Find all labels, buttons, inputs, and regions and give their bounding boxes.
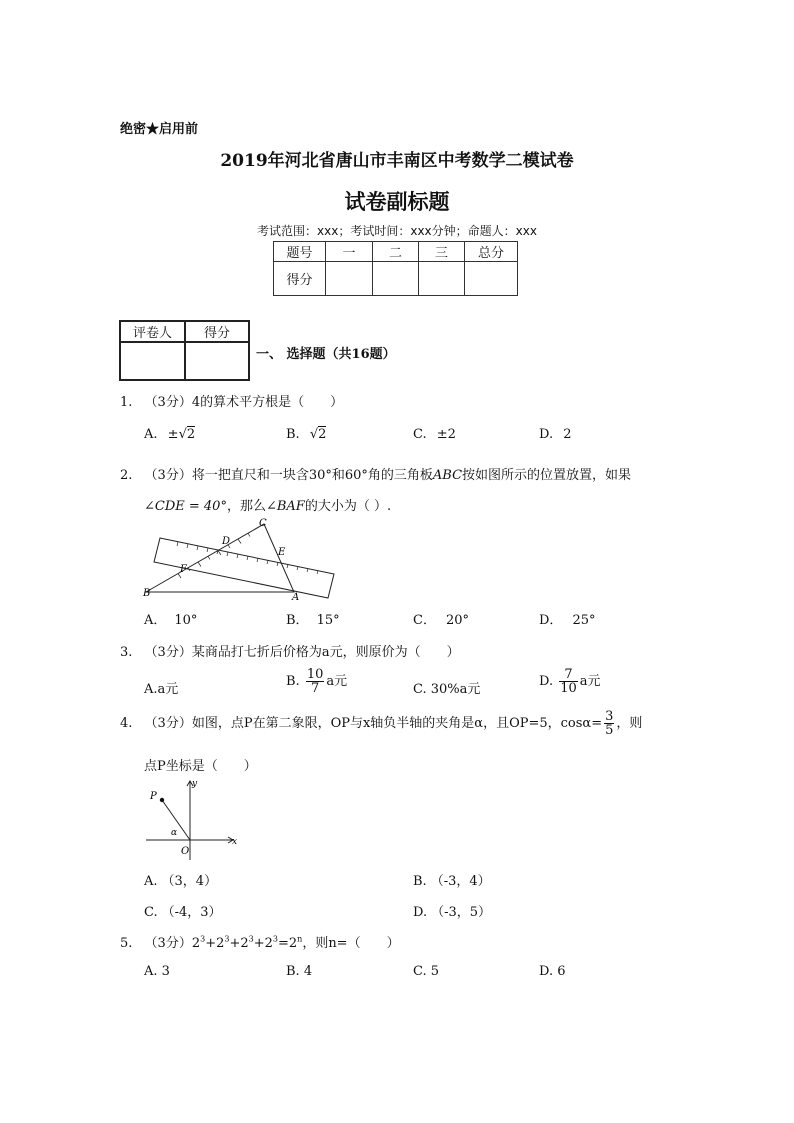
question-4-line2	[144, 755, 257, 774]
grader-score-header: 得分	[185, 321, 249, 342]
q3-option-c	[413, 678, 480, 697]
cos-fraction	[604, 710, 614, 737]
option-label: A.	[144, 682, 158, 697]
grader-header: 评卷人	[120, 321, 185, 342]
radicand: 2	[318, 427, 327, 442]
sqrt-symbol: √	[178, 427, 187, 442]
option-value: a元	[157, 682, 179, 697]
ruler-ticks	[177, 542, 318, 574]
option-value: （-3，4）	[430, 874, 491, 889]
label-a: A	[292, 592, 300, 602]
grader-table	[119, 320, 250, 381]
label-p: P	[150, 791, 157, 802]
option-label: B.	[286, 674, 300, 689]
q5-option-c	[413, 964, 439, 979]
denominator: 10	[560, 681, 577, 696]
option-label: A.	[144, 427, 158, 442]
option-label: D.	[539, 964, 554, 979]
option-value: a元	[579, 674, 601, 689]
option-label: D.	[539, 674, 554, 689]
option-label: C.	[413, 682, 427, 697]
question-number: 4.	[120, 716, 133, 731]
option-label: C.	[413, 964, 427, 979]
label-alpha: α	[171, 828, 178, 838]
option-label: C.	[413, 427, 427, 442]
option-label: D.	[413, 905, 428, 920]
question-number: 5.	[120, 936, 133, 951]
numerator: 7	[559, 668, 578, 682]
question-number: 1.	[120, 395, 133, 410]
option-label: B.	[286, 964, 300, 979]
option-value: （3，4）	[161, 874, 218, 889]
q4-option-d	[413, 901, 491, 920]
denominator: 7	[310, 681, 320, 696]
q3-option-b	[286, 668, 347, 695]
fraction	[559, 668, 578, 695]
section-heading: 一、 选择题（共16题）	[256, 347, 396, 362]
option-label: B．	[286, 613, 309, 628]
option-label: A.	[144, 964, 158, 979]
option-label: C．	[413, 613, 436, 628]
question-5	[120, 932, 400, 951]
point-p	[160, 798, 164, 802]
option-value: 15°	[316, 613, 340, 628]
score-header-total: 总分	[465, 242, 518, 262]
sqrt-symbol: √	[309, 427, 319, 442]
option-value: 4	[303, 964, 313, 979]
question-4	[120, 710, 642, 737]
numerator: 3	[605, 709, 614, 724]
question-text: （3分）4的算术平方根是（ ）	[144, 395, 344, 410]
q1-option-b	[286, 427, 326, 442]
score-table	[273, 241, 518, 296]
q2-option-a	[144, 609, 197, 628]
option-label: C.	[144, 905, 158, 920]
q2-option-b	[286, 609, 340, 628]
option-value: 3	[161, 964, 170, 979]
q2-option-c	[413, 609, 469, 628]
question-text: 的大小为（ ）.	[304, 499, 392, 514]
label-y: y	[192, 779, 198, 789]
option-prefix: ±	[167, 427, 179, 442]
question-number: 3.	[120, 645, 133, 660]
score-cell	[419, 262, 465, 296]
label-x: x	[232, 837, 238, 847]
label-e: E	[278, 547, 286, 558]
triangle-name: ABC	[432, 468, 463, 483]
option-value: （-3，5）	[431, 905, 492, 920]
ruler-triangle-figure	[138, 514, 338, 602]
option-value: 20°	[445, 613, 469, 628]
label-o: O	[181, 846, 190, 857]
question-3	[120, 641, 460, 660]
option-value: 5	[430, 964, 440, 979]
score-row-label: 得分	[274, 262, 326, 296]
grader-cell	[120, 342, 185, 380]
q4-option-a	[144, 870, 217, 889]
score-cell	[465, 262, 518, 296]
grader-score-cell	[185, 342, 249, 380]
score-header-1: 一	[326, 242, 373, 262]
question-text-cont: ，则	[616, 716, 643, 731]
exam-title: 2019年河北省唐山市丰南区中考数学二模试卷	[220, 151, 574, 171]
q5-option-b	[286, 964, 312, 979]
score-header-3: 三	[419, 242, 465, 262]
question-2	[120, 464, 631, 483]
option-label: B.	[286, 427, 300, 442]
option-value: 2	[563, 427, 572, 442]
option-value: 25°	[572, 613, 596, 628]
exam-info: 考试范围：xxx；考试时间：xxx分钟；命题人：xxx	[257, 224, 537, 238]
question-2-line2	[144, 495, 391, 514]
coordinate-figure	[140, 776, 240, 864]
question-text: （3分）如图，点P在第二象限，OP与x轴负半轴的夹角是α，且OP=5，cosα=	[144, 716, 603, 731]
question-text: 点P坐标是（ ）	[144, 759, 257, 774]
score-cell	[326, 262, 373, 296]
q5-option-d	[539, 964, 566, 979]
label-f: F	[180, 564, 187, 575]
q2-option-d	[539, 609, 595, 628]
q1-option-a	[144, 427, 195, 442]
question-text: （3分）某商品打七折后价格为a元，则原价为（ ）	[144, 645, 460, 660]
angle-name: BAF	[276, 499, 305, 514]
denominator: 5	[605, 723, 614, 738]
question-text-cont: 按如图所示的位置放置，如果	[462, 468, 632, 483]
exam-subtitle: 试卷副标题	[344, 189, 450, 214]
angle-condition: ∠CDE = 40°	[144, 499, 227, 514]
q5-option-a	[144, 964, 170, 979]
option-value: 6	[557, 964, 566, 979]
q1-option-d	[539, 427, 572, 442]
numerator: 10	[306, 667, 324, 682]
question-number: 2.	[120, 468, 133, 483]
label-c: C	[259, 518, 267, 529]
confidential-mark: 绝密★启用前	[120, 122, 199, 137]
question-text: （3分）$2^3+2^3+2^3+2^3=2^n$，则n=（ ）	[144, 934, 400, 951]
question-1	[120, 391, 343, 410]
score-cell	[373, 262, 419, 296]
score-header-2: 二	[373, 242, 419, 262]
label-d: D	[222, 536, 231, 547]
triangle-ticks	[178, 533, 250, 578]
option-label: A．	[144, 613, 167, 628]
fraction	[306, 668, 325, 695]
q1-option-c	[413, 427, 456, 442]
question-text: ，那么∠	[226, 499, 277, 514]
q3-option-a	[144, 678, 178, 697]
option-value: 30%a元	[430, 682, 481, 697]
option-value: 10°	[174, 613, 198, 628]
q4-option-b	[413, 870, 491, 889]
option-label: B.	[413, 874, 427, 889]
label-b: B	[143, 588, 151, 599]
option-value: ±2	[436, 427, 456, 442]
q4-option-c	[144, 901, 222, 920]
question-text: （3分）将一把直尺和一块含30°和60°角的三角板	[144, 468, 433, 483]
score-header-number: 题号	[274, 242, 326, 262]
q3-option-d	[539, 668, 601, 695]
option-label: D．	[539, 613, 563, 628]
option-label: D.	[539, 427, 554, 442]
option-value: a元	[326, 674, 348, 689]
option-label: A.	[144, 874, 158, 889]
radicand: 2	[186, 427, 196, 442]
option-value: （-4，3）	[161, 905, 222, 920]
